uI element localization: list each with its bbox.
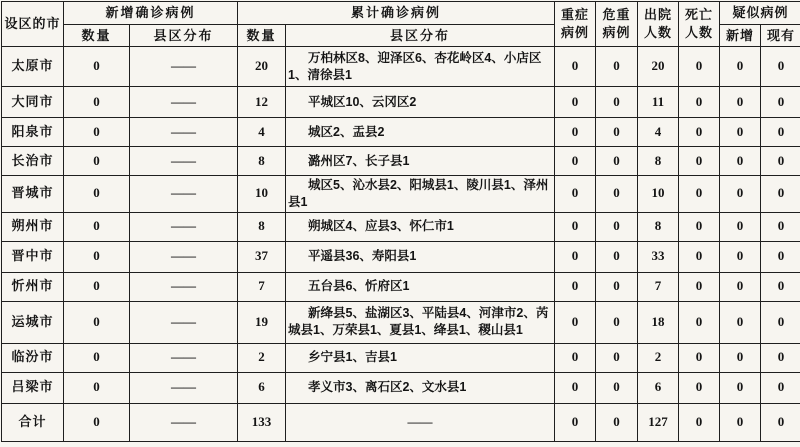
cell-suspected-current: 0 [761,118,800,147]
cell-cum-count: 4 [238,118,286,147]
table-header [2,2,800,47]
header-suspected-new: 新增 [720,25,761,47]
cell-new-count: 0 [64,241,130,272]
header-cum-distribution: 县区分布 [286,25,555,47]
cell-cum-count: 8 [238,212,286,241]
cell-new-distribution: —— [130,87,238,118]
cell-new-distribution: —— [130,47,238,87]
cell-discharged: 33 [638,241,679,272]
cell-discharged: 7 [638,272,679,301]
cell-cum-distribution: —— [286,403,555,441]
cell-severe: 0 [555,87,596,118]
cell-deaths: 0 [679,176,720,213]
header-new-confirmed-group: 新增确诊病例 [64,2,238,25]
cell-suspected-new: 0 [720,241,761,272]
epidemic-statistics-table [1,1,800,442]
cell-deaths: 0 [679,403,720,441]
cell-cum-count: 20 [238,47,286,87]
cell-severe: 0 [555,118,596,147]
cell-cum-count: 19 [238,301,286,343]
header-cum-count: 数量 [238,25,286,47]
cell-suspected-current: 0 [761,372,800,403]
cell-critical: 0 [596,47,638,87]
cell-cum-distribution: 万柏林区8、迎泽区6、杏花岭区4、小店区1、清徐县1 [286,47,555,87]
cell-cum-count: 2 [238,343,286,372]
cell-city: 运城市 [2,301,64,343]
cell-new-count: 0 [64,176,130,213]
cell-severe: 0 [555,403,596,441]
cell-city: 吕梁市 [2,372,64,403]
cell-discharged: 8 [638,147,679,176]
header-suspected-group: 疑似病例 [720,2,800,25]
cell-severe: 0 [555,212,596,241]
cell-new-count: 0 [64,343,130,372]
cell-city: 晋中市 [2,241,64,272]
cell-discharged: 18 [638,301,679,343]
cell-cum-count: 12 [238,87,286,118]
table-row-linfen [2,343,800,372]
cell-suspected-new: 0 [720,301,761,343]
cell-suspected-current: 0 [761,403,800,441]
cell-cum-count: 37 [238,241,286,272]
header-cumulative-confirmed-group: 累计确诊病例 [238,2,555,25]
table-row-jinzhong [2,241,800,272]
table-row-shuozhou [2,212,800,241]
cell-suspected-current: 0 [761,343,800,372]
cell-cum-count: 8 [238,147,286,176]
cell-critical: 0 [596,241,638,272]
cell-new-count: 0 [64,147,130,176]
cell-new-count: 0 [64,118,130,147]
cell-discharged: 4 [638,118,679,147]
table-row-total [2,403,800,441]
cell-cum-distribution: 乡宁县1、吉县1 [286,343,555,372]
cell-critical: 0 [596,87,638,118]
cell-discharged: 8 [638,212,679,241]
cell-new-count: 0 [64,47,130,87]
cell-city: 长治市 [2,147,64,176]
cell-new-count: 0 [64,87,130,118]
cell-severe: 0 [555,47,596,87]
cell-suspected-new: 0 [720,87,761,118]
cell-severe: 0 [555,343,596,372]
cell-critical: 0 [596,403,638,441]
cell-suspected-current: 0 [761,176,800,213]
cell-cum-count: 6 [238,372,286,403]
cell-city: 朔州市 [2,212,64,241]
cell-discharged: 2 [638,343,679,372]
header-suspected-current: 现有 [761,25,800,47]
cell-discharged: 20 [638,47,679,87]
header-city: 设区的市 [2,2,64,47]
cell-deaths: 0 [679,47,720,87]
table-row-jincheng [2,176,800,213]
table-row-xinzhou [2,272,800,301]
cell-suspected-current: 0 [761,241,800,272]
table-row-taiyuan [2,47,800,87]
cell-suspected-new: 0 [720,47,761,87]
cell-severe: 0 [555,301,596,343]
table-row-datong [2,87,800,118]
cell-suspected-new: 0 [720,176,761,213]
cell-cum-distribution: 潞州区7、长子县1 [286,147,555,176]
table-row-yangquan [2,118,800,147]
cell-cum-distribution: 城区2、盂县2 [286,118,555,147]
cell-suspected-current: 0 [761,147,800,176]
cell-cum-distribution: 城区5、沁水县2、阳城县1、陵川县1、泽州县1 [286,176,555,213]
cell-severe: 0 [555,176,596,213]
cell-suspected-new: 0 [720,118,761,147]
cell-suspected-current: 0 [761,47,800,87]
cell-city: 太原市 [2,47,64,87]
cell-deaths: 0 [679,147,720,176]
header-new-distribution: 县区分布 [130,25,238,47]
cell-deaths: 0 [679,372,720,403]
cell-severe: 0 [555,241,596,272]
header-deaths: 死亡人数 [679,2,720,47]
cell-city: 大同市 [2,87,64,118]
cell-city: 临汾市 [2,343,64,372]
cell-critical: 0 [596,301,638,343]
cell-suspected-current: 0 [761,212,800,241]
cell-new-distribution: —— [130,372,238,403]
cell-discharged: 127 [638,403,679,441]
cell-new-distribution: —— [130,118,238,147]
cell-new-distribution: —— [130,212,238,241]
cell-new-distribution: —— [130,301,238,343]
cell-deaths: 0 [679,301,720,343]
cell-new-distribution: —— [130,241,238,272]
cell-discharged: 6 [638,372,679,403]
cell-deaths: 0 [679,343,720,372]
header-critical-cases: 危重病例 [596,2,638,47]
cell-city: 晋城市 [2,176,64,213]
cell-critical: 0 [596,272,638,301]
table-row-yuncheng [2,301,800,343]
cell-suspected-current: 0 [761,87,800,118]
cell-deaths: 0 [679,272,720,301]
cell-suspected-new: 0 [720,212,761,241]
cell-suspected-new: 0 [720,372,761,403]
header-severe-cases: 重症病例 [555,2,596,47]
cell-discharged: 10 [638,176,679,213]
cell-suspected-new: 0 [720,147,761,176]
cell-cum-distribution: 朔城区4、应县3、怀仁市1 [286,212,555,241]
cell-new-count: 0 [64,212,130,241]
cell-new-count: 0 [64,403,130,441]
table-row-changzhi [2,147,800,176]
cell-suspected-new: 0 [720,403,761,441]
header-discharged: 出院人数 [638,2,679,47]
cell-new-distribution: —— [130,343,238,372]
cell-severe: 0 [555,147,596,176]
cell-cum-distribution: 平城区10、云冈区2 [286,87,555,118]
cell-severe: 0 [555,372,596,403]
cell-city: 阳泉市 [2,118,64,147]
cell-critical: 0 [596,372,638,403]
cell-suspected-current: 0 [761,272,800,301]
table-body [2,47,800,442]
cell-cum-distribution: 孝义市3、离石区2、文水县1 [286,372,555,403]
table-row-lvliang [2,372,800,403]
cell-critical: 0 [596,147,638,176]
cell-cum-count: 133 [238,403,286,441]
cell-new-distribution: —— [130,403,238,441]
cell-city: 忻州市 [2,272,64,301]
cell-new-distribution: —— [130,176,238,213]
cell-cum-count: 7 [238,272,286,301]
cell-suspected-new: 0 [720,343,761,372]
cell-critical: 0 [596,343,638,372]
cell-cum-count: 10 [238,176,286,213]
cell-critical: 0 [596,118,638,147]
cell-critical: 0 [596,212,638,241]
cell-deaths: 0 [679,118,720,147]
cell-city: 合计 [2,403,64,441]
cell-new-count: 0 [64,301,130,343]
cell-suspected-current: 0 [761,301,800,343]
cell-critical: 0 [596,176,638,213]
cell-severe: 0 [555,272,596,301]
cell-new-distribution: —— [130,147,238,176]
cell-new-count: 0 [64,372,130,403]
cell-deaths: 0 [679,212,720,241]
cell-deaths: 0 [679,241,720,272]
cell-discharged: 11 [638,87,679,118]
cell-cum-distribution: 平遥县36、寿阳县1 [286,241,555,272]
header-new-count: 数量 [64,25,130,47]
cell-deaths: 0 [679,87,720,118]
cell-cum-distribution: 五台县6、忻府区1 [286,272,555,301]
cell-cum-distribution: 新绛县5、盐湖区3、平陆县4、河津市2、芮城县1、万荣县1、夏县1、绛县1、稷山县1 [286,301,555,343]
cell-new-count: 0 [64,272,130,301]
cell-suspected-new: 0 [720,272,761,301]
cell-new-distribution: —— [130,272,238,301]
